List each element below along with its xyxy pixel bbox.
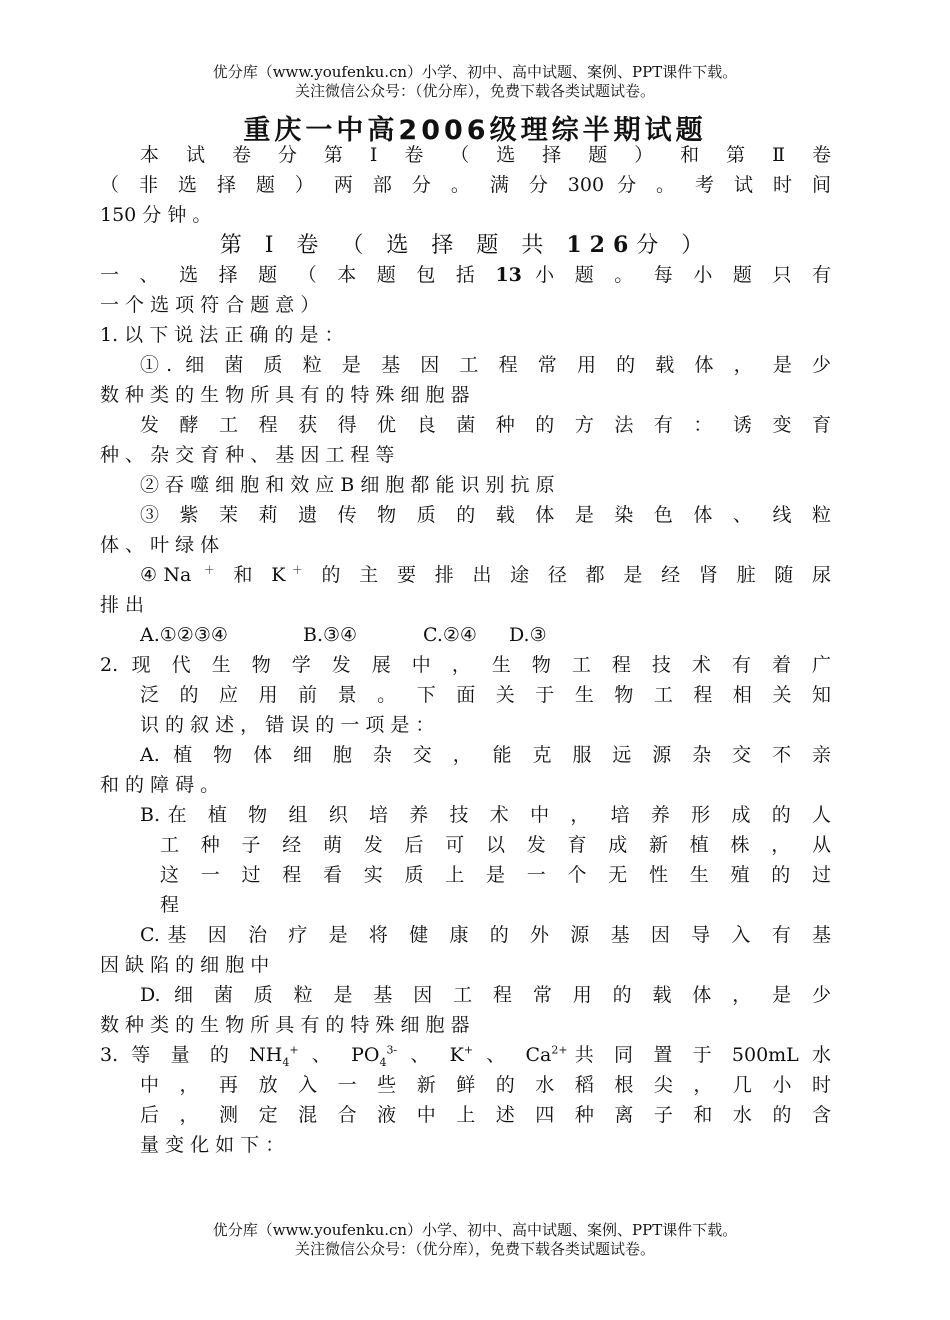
q2-option-d-1: D. 细 菌 质 粒 是 基 因 工 程 常 用 的 载 体 ， 是 少: [140, 984, 831, 1006]
q1-statement-4a: ③ 紫 茉 莉 遗 传 物 质 的 载 体 是 染 色 体 、 线 粒: [140, 504, 831, 526]
header-line-1: 优分库（www.youfenku.cn）小学、初中、高中试题、案例、PPT课件下载。: [212, 63, 738, 81]
separator-3: 、: [473, 1044, 526, 1066]
section-heading-pre: 第 Ⅰ 卷 （ 选 择 题 共: [219, 233, 567, 258]
q2-line-1: 2. 现 代 生 物 学 发 展 中 ， 生 物 工 程 技 术 有 着 广: [100, 654, 831, 676]
nh4-charge: +: [289, 1043, 299, 1057]
q2-option-d-2: 数 种 类 的 生 物 所 具 有 的 特 殊 细 胞 器: [100, 1014, 470, 1036]
q2-line-3: 识 的 叙 述 ， 错 误 的 一 项 是 ：: [140, 714, 435, 736]
separator-1: 、: [298, 1044, 352, 1066]
q2-line-2: 泛 的 应 用 前 景 。 下 面 关 于 生 物 工 程 相 关 知: [140, 684, 831, 706]
q2-option-b-1: B.在 植 物 组 织 培 养 技 术 中 ， 培 养 形 成 的 人: [140, 804, 831, 826]
po4-subscript: 4: [379, 1055, 387, 1069]
footer-line-1: 优分库（www.youfenku.cn）小学、初中、高中试题、案例、PPT课件下载。: [212, 1221, 738, 1239]
q1-option-c: C.②④: [423, 624, 477, 646]
section-instruction-2: 一 个 选 项 符 合 题 意 ）: [100, 294, 320, 316]
q3-line-3: 后 ， 测 定 混 合 液 中 上 述 四 种 离 子 和 水 的 含: [140, 1104, 831, 1126]
nh4-subscript: 4: [282, 1055, 290, 1069]
q1-statement-1b: 数 种 类 的 生 物 所 具 有 的 特 殊 细 胞 器: [100, 384, 470, 406]
instr-pre: 一 、 选 择 题 （ 本 题 包 括: [100, 264, 496, 286]
q3-line-1: [100, 1040, 831, 1070]
q2-option-b-3: 这 一 过 程 看 实 质 上 是 一 个 无 性 生 殖 的 过: [160, 864, 831, 886]
q3-line-4: 量 变 化 如 下 ：: [140, 1134, 285, 1156]
k-ion: K: [449, 1044, 464, 1066]
na-symbol: ④Na: [140, 564, 192, 586]
q1-statement-4b: 体 、 叶 绿 体: [100, 534, 220, 556]
na-charge: ＋: [203, 563, 222, 577]
k-charge: ＋: [285, 563, 310, 577]
q1-statement-5b: 排 出: [100, 594, 145, 616]
section-score: 126: [566, 232, 637, 258]
instr-count: 13: [495, 264, 522, 286]
q1-option-d: D.③: [509, 624, 547, 646]
header-line-2: 关注微信公众号：（优分库），免费下载各类试题试卷。: [294, 82, 655, 100]
footer-line-2: 关注微信公众号：（优分库），免费下载各类试题试卷。: [294, 1240, 655, 1258]
q1-statement-3: ② 吞 噬 细 胞 和 效 应 B 细 胞 都 能 识 别 抗 原: [140, 474, 555, 496]
ca-charge: 2+: [551, 1043, 568, 1057]
q2-option-c-1: C.基 因 治 疗 是 将 健 康 的 外 源 基 因 导 入 有 基: [140, 924, 831, 946]
and-k-symbol: 和 K: [233, 564, 286, 586]
section-heading: [100, 230, 831, 260]
q2-option-b-2: 工 种 子 经 萌 发 后 可 以 发 育 成 新 植 株 ， 从: [160, 834, 831, 856]
q1-option-b: B.③④: [303, 624, 358, 646]
q1-statement-5a: [100, 560, 831, 590]
intro-line-2: （ 非 选 择 题 ） 两 部 分 。 满 分 300 分 。 考 试 时 间: [100, 174, 831, 196]
k-ion-charge: +: [463, 1043, 474, 1057]
po4-charge: 3-: [386, 1043, 398, 1057]
section-heading-post: 分 ）: [636, 233, 712, 258]
q1-options: [100, 620, 831, 650]
q1-s5-rest: 的 主 要 排 出 途 径 都 是 经 肾 脏 随 尿: [321, 564, 831, 586]
q1-statement-1a: ①. 细 菌 质 粒 是 基 因 工 程 常 用 的 载 体 ， 是 少: [140, 354, 831, 376]
q2-option-a-2: 和 的 障 碍 。: [100, 774, 220, 796]
q2-option-b-4: 程: [160, 894, 180, 916]
q3-pre: 3. 等 量 的: [100, 1044, 250, 1066]
q1-stem: 1. 以 下 说 法 正 确 的 是 ：: [100, 324, 344, 346]
po4-ion: PO: [351, 1044, 380, 1066]
exam-title: 重庆一中高2006级理综半期试题: [243, 115, 707, 146]
intro-line-1: 本 试 卷 分 第 Ⅰ 卷 （ 选 择 题 ） 和 第 Ⅱ 卷: [140, 144, 831, 166]
q2-option-a-1: A. 植 物 体 细 胞 杂 交 ， 能 克 服 远 源 杂 交 不 亲: [140, 744, 831, 766]
page-header: [0, 63, 950, 101]
q2-option-c-2: 因 缺 陷 的 细 胞 中: [100, 954, 270, 976]
q1-statement-2b: 种 、 杂 交 育 种 、 基 因 工 程 等: [100, 444, 395, 466]
q1-statement-2a: 发 酵 工 程 获 得 优 良 菌 种 的 方 法 有 ： 诱 变 育: [140, 414, 831, 436]
section-instruction-1: [100, 260, 831, 290]
q3-line-2: 中 ， 再 放 入 一 些 新 鲜 的 水 稻 根 尖 ， 几 小 时: [140, 1074, 831, 1096]
intro-line-3: 150 分 钟 。: [100, 204, 212, 226]
q3-post: 共 同 置 于 500mL 水: [567, 1044, 831, 1066]
nh4-ion: NH: [249, 1044, 283, 1066]
ca-ion: Ca: [525, 1044, 552, 1066]
separator-2: 、: [397, 1044, 450, 1066]
exam-body: [100, 140, 831, 1160]
q1-option-a: A.①②③④: [140, 624, 228, 646]
page-footer: [0, 1221, 950, 1259]
instr-post: 小 题 。 每 小 题 只 有: [521, 264, 831, 286]
